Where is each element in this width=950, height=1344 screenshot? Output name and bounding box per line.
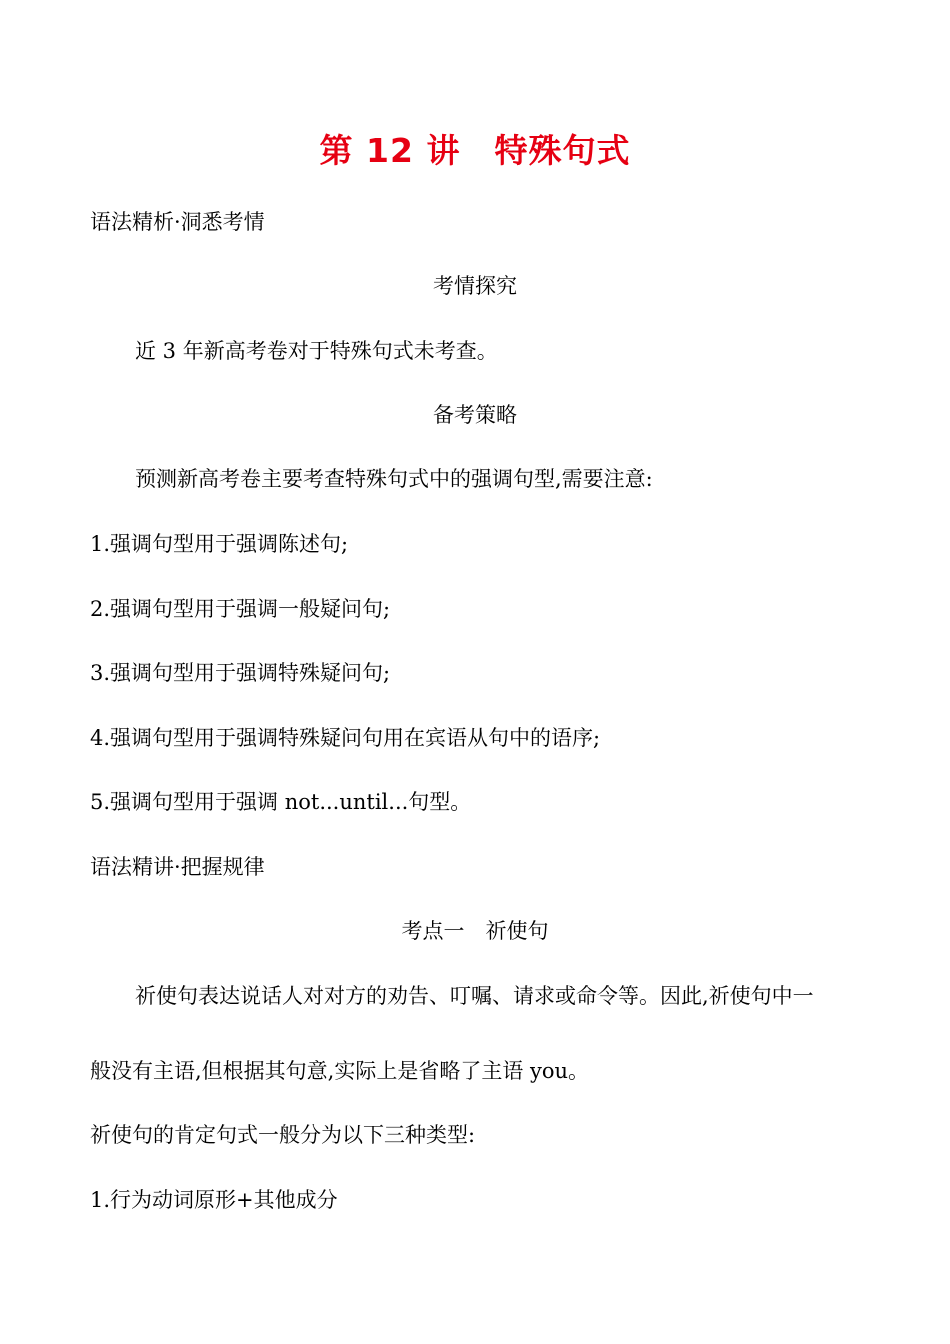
subheading-exam-trend: 考情探究 (433, 274, 517, 298)
document-title: 第 12 讲 特殊句式 (319, 131, 631, 170)
paragraph-imperative-types: 祈使句的肯定句式一般分为以下三种类型: (90, 1123, 476, 1147)
paragraph-imperative-line-2: 般没有主语,但根据其句意,实际上是省略了主语 you。 (90, 1059, 590, 1083)
paragraph-imperative-line-1: 祈使句表达说话人对对方的劝告、叮嘱、请求或命令等。因此,祈使句中一 (135, 984, 814, 1008)
list-item-2: 2.强调句型用于强调一般疑问句; (90, 597, 391, 621)
section-heading-rules: 语法精讲·把握规律 (90, 855, 265, 879)
subheading-strategy: 备考策略 (433, 403, 517, 427)
list-item-type-1: 1.行为动词原形+其他成分 (90, 1188, 338, 1212)
list-item-5: 5.强调句型用于强调 not...until...句型。 (90, 790, 472, 814)
subheading-point-one: 考点一 祈使句 (401, 919, 549, 943)
paragraph-exam-trend: 近 3 年新高考卷对于特殊句式未考查。 (135, 339, 498, 363)
list-item-1: 1.强调句型用于强调陈述句; (90, 532, 349, 556)
section-heading-analysis: 语法精析·洞悉考情 (90, 210, 265, 234)
list-item-4: 4.强调句型用于强调特殊疑问句用在宾语从句中的语序; (90, 726, 601, 750)
paragraph-strategy: 预测新高考卷主要考查特殊句式中的强调句型,需要注意: (135, 467, 653, 491)
list-item-3: 3.强调句型用于强调特殊疑问句; (90, 661, 391, 685)
